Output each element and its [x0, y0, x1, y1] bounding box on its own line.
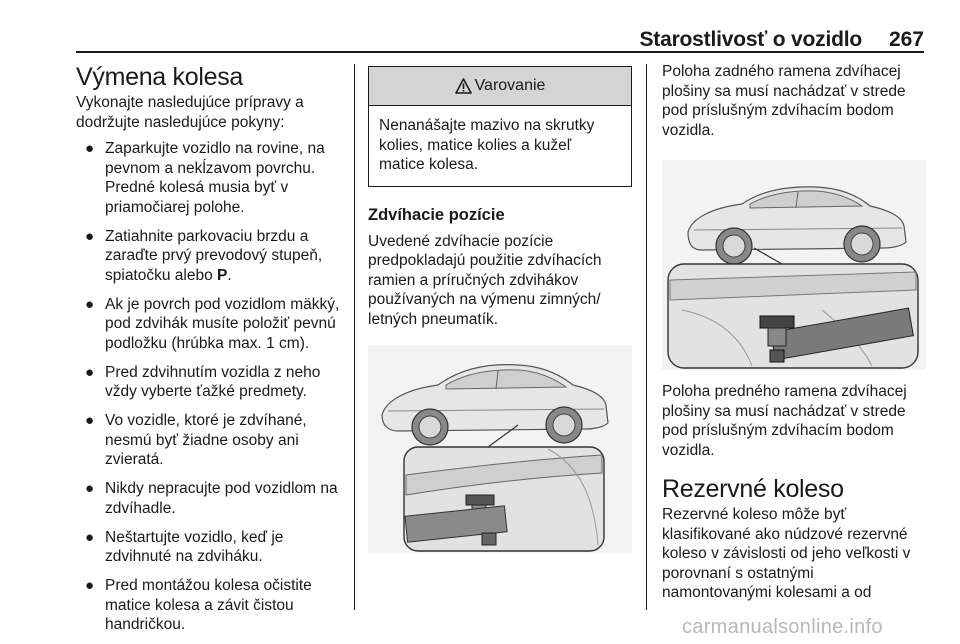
bullet-icon: ● — [85, 227, 95, 245]
instruction-list — [76, 139, 342, 635]
subsection-title-lift-positions: Zdvíhacie pozície — [368, 205, 505, 224]
list-item — [76, 363, 342, 402]
column-right — [662, 62, 926, 603]
column-left — [76, 62, 342, 644]
list-item — [76, 227, 342, 286]
bullet-icon: ● — [85, 140, 95, 157]
list-item-text: Zaparkujte vozidlo na rovine, na pevnom a nekĺzavom povrchu. Predné kolesá musia byť v priamočiarej polohe. — [105, 140, 325, 216]
page-header-title: Starostlivosť o vozidlo — [639, 28, 862, 51]
list-item-text: Ak je povrch pod vozidlom mäkký, pod zdvihák musíte položiť pevnú podložku (hrúbka max. 1 cm). — [105, 295, 340, 352]
section-title-wheel-change: Výmena kolesa — [76, 63, 244, 91]
figure-front-lift-point — [662, 160, 926, 370]
list-item — [76, 528, 342, 567]
header-rule — [76, 51, 924, 53]
list-item-text: Nikdy nepracujte pod vozidlom na zdvíhadle. — [105, 480, 338, 517]
list-item-text: Pred zdvihnutím vozidla z neho vždy vyberte ťažké predmety. — [105, 363, 321, 400]
bullet-icon: ● — [85, 577, 95, 594]
bullet-icon: ● — [85, 295, 95, 313]
warning-title: Varovanie — [474, 77, 546, 95]
front-arm-paragraph: Poloha predného ramena zdvíhacej plošiny sa musí nachádzať v strede pod príslušným zdvíhacím bodom vozidla. — [662, 383, 907, 459]
list-item — [76, 479, 342, 518]
bullet-icon: ● — [85, 480, 95, 497]
rear-arm-paragraph: Poloha zadného ramena zdvíhacej plošiny sa musí nachádzať v strede pod príslušným zdvíhacím bodom vozidla. — [662, 63, 906, 139]
bullet-icon: ● — [85, 528, 95, 546]
lift-positions-paragraph: Uvedené zdvíhacie pozície predpokladajú použitie zdvíhacích ramien a príručných zdvihákov používaných na výmenu zimných/ letných pneumatík. — [368, 232, 602, 328]
intro-paragraph: Vykonajte nasledujúce prípravy a dodržujte nasledujúce pokyny: — [76, 94, 304, 131]
bullet-icon: ● — [85, 412, 95, 429]
warning-box — [368, 66, 632, 187]
list-item — [76, 295, 342, 354]
figure-rear-lift-point — [368, 345, 632, 553]
list-item — [76, 139, 342, 217]
page-number: 267 — [888, 28, 924, 51]
section-title-spare-wheel: Rezervné koleso — [662, 475, 844, 503]
gear-p-emphasis: P — [217, 266, 228, 284]
list-item-text: Zatiahnite parkovaciu brzdu a zaraďte prvý prevodový stupeň, spiatočku alebo P. — [105, 227, 323, 284]
warning-body: Nenanášajte mazivo na skrutky kolies, matice kolies a kužeľ matice kolesa. — [379, 117, 595, 173]
bullet-icon: ● — [85, 363, 95, 381]
list-item-text: Pred montážou kolesa očistite matice kolesa a závit čistou handričkou. — [105, 577, 312, 633]
list-item-text: Neštartujte vozidlo, keď je zdvihnuté na zdviháku. — [105, 528, 284, 565]
column-divider-right — [646, 64, 647, 610]
warning-triangle-icon — [455, 78, 472, 94]
warning-header — [369, 67, 631, 106]
column-divider-left — [354, 64, 355, 610]
list-item — [76, 411, 342, 470]
list-item-text: Vo vozidle, ktoré je zdvíhané, nesmú byť žiadne osoby ani zvieratá. — [105, 412, 307, 468]
spare-wheel-paragraph: Rezervné koleso môže byť klasifikované ako núdzové rezervné koleso v závislosti od jeho veľkosti v porovnaní s ostatnými namontovanými kolesami a od — [662, 506, 911, 601]
list-item — [76, 576, 342, 635]
front-lift-illustration — [662, 160, 926, 370]
rear-lift-illustration — [368, 345, 632, 553]
watermark: carmanualsonline.info — [682, 616, 883, 638]
column-middle — [368, 62, 632, 553]
